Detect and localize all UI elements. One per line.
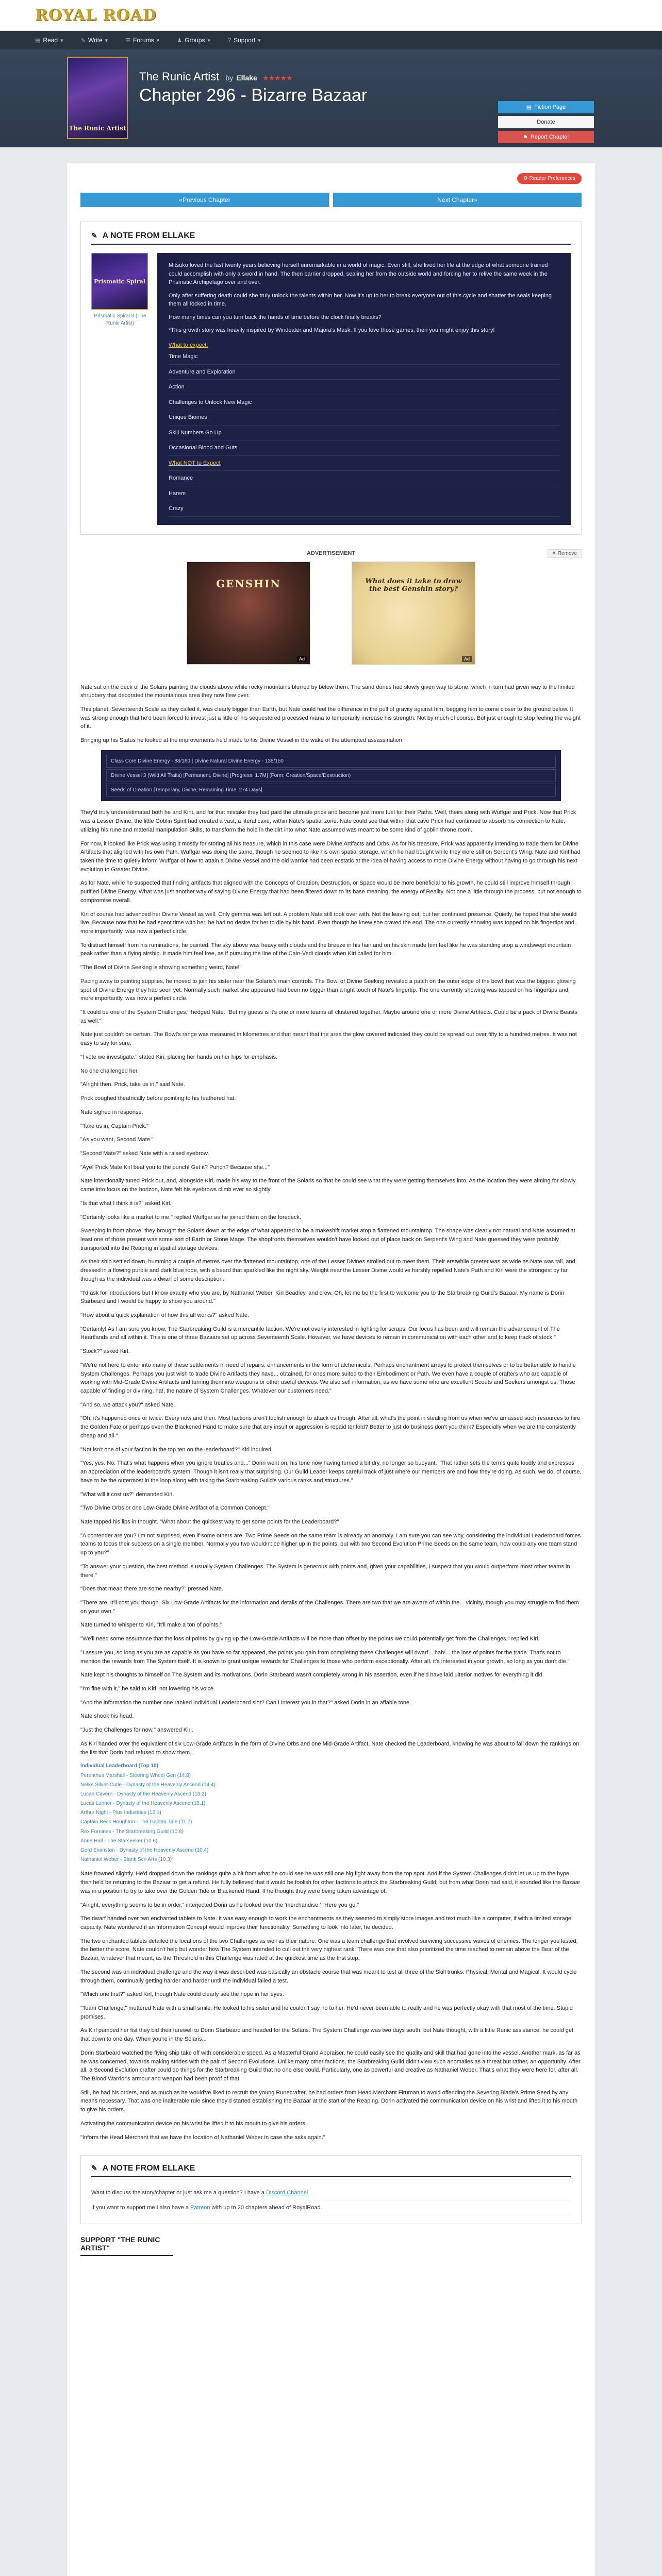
comments-icon: ☰ <box>125 37 131 44</box>
story-paragraph: To distract himself from his ruminations, he painted. The sky above was heavy with clouds and the breeze in his hair and on his skin made him feel like he was standing atop a windswept mountain peak rather than a flying airship. It made him feel free, as if pursuing the line of the Cain-Vedi clouds when Kiri called for him. <box>80 942 571 957</box>
flag-icon: ⚑ <box>522 134 528 141</box>
expect-item: Action <box>169 380 559 395</box>
leaderboard-entry: Perenthus Marshall - Steering Wheel Gen (14.8) <box>80 1772 191 1778</box>
note-paragraph: *This growth story was heavily inspired by Windeater and Majora's Mask. If you love those games, then you might enjoy this story! <box>169 327 495 333</box>
leaderboard-entry: Rex Fornines - The Starbreaking Guild (10.8) <box>80 1828 184 1835</box>
chevron-down-icon: ▾ <box>60 37 63 44</box>
content-block-b <box>80 808 582 1757</box>
expect-item: Romance <box>169 471 559 486</box>
content-block-c <box>80 1870 582 2142</box>
fiction-title-line <box>139 70 292 83</box>
leaderboard-heading: Individual Leaderboard (Top 10) <box>80 1763 158 1769</box>
leaderboard-entry: Anne Hall - The Starseeker (10.6) <box>80 1838 158 1844</box>
leaderboard-entry: Lucas Lunner - Dynasty of the Heavenly Ascend (13.1) <box>80 1801 206 1807</box>
note-paragraph: How many times can you turn back the hands of time before the clock finally breaks? <box>169 314 382 320</box>
story-paragraph: "Is that what I think it is?" asked Kirl. <box>80 1200 172 1207</box>
what-to-expect-label: What to expect: <box>169 342 208 348</box>
leaderboard-list <box>80 1762 582 1863</box>
expect-item: Occasional Blood and Guts <box>169 440 559 456</box>
story-paragraph: "Alright then. Prick, take us in," said Nate. <box>80 1081 185 1088</box>
fiction-page-label: Fiction Page <box>534 104 566 110</box>
story-paragraph: As for Nate, while he suspected that finding artifacts that aligned with the Concepts of Creation, Destruction, or Space would be more beneficial to his growth, he could still improve himself through purified Divine Energy. What was just another way of saying Divine Energy that had been filtered down to its base meaning, the energy of Reality. Not one a little through the process, but not enough to compromise overall. <box>80 880 582 904</box>
expect-item: Adventure and Exploration <box>169 365 559 380</box>
story-paragraph: "Two Divine Orbs or one Low-Grade Divine Artifact of a Common Concept." <box>80 1505 270 1512</box>
nav-item-forums[interactable] <box>125 37 159 44</box>
report-label: Report Chapter <box>530 134 570 140</box>
author-note-title: A NOTE FROM ELLAKE <box>102 231 195 240</box>
chevron-down-icon: ▾ <box>258 37 261 44</box>
support-heading: SUPPORT "THE RUNIC ARTIST" <box>80 2235 173 2256</box>
main-nav <box>0 31 662 49</box>
next-chapter-label: Next Chapter <box>437 196 474 204</box>
story-paragraph: The second was an individual challenge and the way it was described was basically an obstacle course that was meant to test all three of the Skill trunks: Physical, Mental and Magical. It would cycle through them, continually getting harder and harder until the individual failed a test. <box>80 1969 577 1984</box>
story-paragraph: As Kirl handed over the equivalent of six Low-Grade Artifacts in the form of Divine Orbs and one Mid-Grade Artifact, Nate checked the Leaderboard, knowing he was about to fall down the rankings on the list that Dorin had refused to show them. <box>80 1740 580 1756</box>
users-icon: ♟ <box>177 37 183 44</box>
gear-icon: ⚙ <box>523 176 528 181</box>
donate-button[interactable] <box>498 116 594 128</box>
expect-item: Unique Biomes <box>169 410 559 426</box>
status-row: Seeds of Creation [Temporary, Divine, Remaining Time: 274 Days] <box>106 784 556 796</box>
author-name[interactable]: Ellake <box>236 74 257 82</box>
discord-line <box>91 2185 571 2200</box>
nav-item-read[interactable] <box>35 37 63 44</box>
story-paragraph: Nate shook his head. <box>80 1713 134 1720</box>
leaderboard-entry: Nathaniel Weber - Blank Scri Arts (10.3) <box>80 1857 172 1863</box>
fiction-cover[interactable] <box>67 57 128 139</box>
arrow-left-icon: « <box>179 196 183 204</box>
expect-item: Time Magic <box>169 349 559 365</box>
ad-images <box>80 562 582 665</box>
reader-preferences-label: Reader Preferences <box>529 176 575 181</box>
story-paragraph: "Oh, it's happened once or twice. Every now and then. Most factions aren't foolish enough to attack us though. After all, what's the point in stealing from us when we've amassed such resources to hire the Golden Fate or perhaps even the Blackened Hand to make sure that any insult or aggression is repaid tenfold? Better to just do business don't you think? Especially when we are the consistently cheap and all." <box>80 1415 581 1439</box>
nav-item-write[interactable] <box>81 37 108 44</box>
ad-tag: Ad <box>297 656 307 662</box>
discord-link[interactable]: Discord Channel <box>266 2190 308 2196</box>
story-paragraph: "Yes, yes. No. That's what happens when you ignore treaties and..." Dorin went on, his tone now having turned a bit dry, no longer so buoyant. "That rather sets the terms quite loudly and expresses an appreciation of the leaderboard's system. Though it isn't really that surprising. Our Guild Leader keeps careful track of just where our members are and how they're doing. As such, we do, of course, have to be the outermost in the loop along with taking the Starbreaking Guild's various ranks and structures." <box>80 1460 582 1484</box>
fiction-title[interactable]: The Runic Artist <box>139 70 220 83</box>
expect-item: Skill Numbers Go Up <box>169 426 559 441</box>
story-paragraph: The two enchanted tablets detailed the locations of the two Challenges as well as their nature. One was a team challenge that involved surviving successive waves of enemies. The longer you lasted, the better the score. Nate couldn't help but wonder how The System intended to cull out the very highest rank. There was one that also prioritized the time reached to remain above the Bear of the Bazaar, whatever that meant, as the Threshold in this Challenge was rated at the quickest time as the first step. <box>80 1938 578 1962</box>
story-paragraph: This planet, Seventeenth Scale as they called it, was clearly bigger than Earth, but Nate could feel the difference in the pull of gravity against him, begging him to come closer to the ground below. It was strong enough that he'd been forced to invest just a little of his sequestered processed mana to temporarily increase his strength. Not by much of course. But just enough to stop feeling the weight of it. <box>80 706 581 730</box>
nav-item-groups[interactable] <box>177 37 210 44</box>
chevron-down-icon: ▾ <box>105 37 108 44</box>
story-paragraph: Bringing up his Status he looked at the improvements he'd made to his Divine Vessel in the wake of the attempted assassination: <box>80 737 404 744</box>
chevron-down-icon: ▾ <box>156 37 160 44</box>
story-paragraph: Nate kept his thoughts to himself on The System and its motivations. Dorin Starbeard wasn't completely wrong in his assertion, even if he'd have laid ulterior motives for everything it did. <box>80 1672 544 1679</box>
nav-label: Write <box>88 37 103 44</box>
promo-cover-image[interactable]: Prismatic Spiral <box>91 253 148 310</box>
expect-item: Crazy <box>169 501 559 517</box>
story-paragraph: Nate tapped his lips in thought. "What about the quickest way to get some points for the Leaderboard?" <box>80 1518 339 1525</box>
nav-label: Forums <box>133 37 154 44</box>
expect-item: Harem <box>169 486 559 502</box>
story-paragraph: "Second Mate?" asked Nate with a raised eyebrow. <box>80 1150 209 1157</box>
story-paragraph: As their ship settled down, humming a couple of metres over the flattened mountaintop, one of the Lesser Divines strolled out to meet them. Their erstwhile greeter was as wide as Nate was tall, and dressed in a flowing purple and dark blue robe, with a beard that sparkled like the night sky. Weight near the Lesser Divine would've harshly repelled Nate's Path and Kirl were the strongest by far though as the individual was a dwarf of some description. <box>80 1259 575 1282</box>
top-bar <box>0 0 662 31</box>
advertisement-label: ADVERTISEMENT <box>306 550 356 556</box>
story-paragraph: Activating the communication device on his wrist he lifted it to his mouth to give his orders. <box>80 2120 307 2127</box>
story-paragraph: "I'm fine with it," he said to Kirl, not lowering his voice. <box>80 1686 216 1692</box>
story-paragraph: "Which one first?" asked Kirl, though Nate could clearly see the hope in her eyes. <box>80 1991 284 1998</box>
advertisement <box>80 550 582 665</box>
status-window <box>101 750 561 802</box>
story-paragraph: Nate intentionally tuned Prick out, and, alongside Kirl, made his way to the front of the Solaris so that he could see what they were getting themselves into. As the location they were aiming for slowly came into focus on the horizon, Nate felt his eyebrows climb ever so slightly. <box>80 1178 576 1193</box>
note-paragraph: Mitsuko loved the last twenty years believing herself unremarkable in a world of magic. Even still, she lived her life at the edge of what someone trained could accomplish with only a sword in hand. The then barrier dropped, sealing her from the outside world and forcing her to relive the same week in the Prismatic Archipelago over and over. <box>169 262 548 285</box>
story-paragraph: Nate frowned slightly. He'd dropped down the rankings quite a bit from what he could see he was still one big fight away from the top spot. And if the System Challenges didn't let us up to the hype, then he'd be returning to the Bazaar to get a refund. He fully believed that it would be foolish for other factions to attack the Starbreaking Guild, but from what Dorin had said, it sounded like the Bazaar was in a position to try to take over the Golden Tide or Blackened Hand. If he thought they were being taken advantage of. <box>80 1871 581 1894</box>
author-note-body <box>91 253 571 525</box>
next-chapter-button[interactable] <box>333 193 582 207</box>
book-icon: ▤ <box>526 104 532 111</box>
story-paragraph: "What will it cost us?" demanded Kirl. <box>80 1491 174 1498</box>
story-paragraph: "Alright, everything seems to be in order," interjected Dorin as he looked over the 'merchandise.' "Here you go." <box>80 1902 359 1908</box>
story-paragraph: Pacing away to painting supplies, he moved to join his sister near the Solaris's main controls. The Bowl of Divine Seeking revealed a patch on the outer edge of the bowl that was the biggest glowing spot of Divine Energy they had seen yet. Normally such market she appeared had been no bigger than a light touch of Nate's fingertip. The one currently showing was topped on his fingertips and, more importantly, was now a perfect circle. <box>80 978 576 1002</box>
discord-text: Want to discuss the story/chapter or just ask me a question? I have a <box>91 2190 266 2196</box>
patreon-line <box>91 2200 571 2215</box>
story-paragraph: "How about a quick explanation of how this all works?" asked Nate. <box>80 1312 249 1318</box>
story-paragraph: "The Bowl of Divine Seeking is showing something weird, Nate!" <box>80 964 242 971</box>
patreon-link[interactable]: Patreon <box>190 2205 210 2211</box>
story-paragraph: "We'll need some assurance that the loss of points by giving up the Low-Grade Artifacts will be more than offset by the points we could potentially get from the Challenges," replied Kirl. <box>80 1636 540 1642</box>
story-paragraph: Prick coughed theatrically before pointing to his feathered hat. <box>80 1095 236 1102</box>
pencil-icon: ✎ <box>80 37 86 44</box>
story-paragraph: Dorin Starbeard watched the flying ship take off with considerable speed. As a Masterful Grand Appraiser, he could easily see the quality and skill that had gone into the vessel. Another mark, as far as he was concerned, towards making strides with the pair of Second Evolutions. Unlike many other factions, the Starbreaking Guild didn't view such anomalies as a threat but rather, an opportunity. After all, a Second Evolution crafter could do things for the Starbreaking Guild that no one else could. Particularly, one as powerful and creative as Nathaniel Weber. That's what they were here for, after all. The Blood Warrior's armour and weapon had been proof of that. <box>80 2049 581 2082</box>
status-row: Divine Vessel 3 (Wild All Traits) [Permanent, Divine] [Progress: 1.7M] (Form: Creation/Space/Destruction) <box>106 769 556 782</box>
reader-preferences-button[interactable] <box>517 173 582 184</box>
expect-item: Challenges to Unlock New Magic <box>169 395 559 411</box>
question-icon: ? <box>228 37 231 43</box>
patreon-suffix: with up to 20 chapters ahead of RoyalRoad. <box>211 2205 322 2211</box>
story-paragraph: "It could be one of the System Challenges," hedged Nate. "But my guess is it's one or more teams all clustered together. Maybe around one or more Divine Artifacts. Could be a pack of Divine Beasts as well." <box>80 1009 577 1024</box>
chapter-header <box>0 49 662 147</box>
nav-label: Read <box>43 37 58 44</box>
story-paragraph: "As you want, Second Mate." <box>80 1137 154 1143</box>
story-paragraph: They'd truly underestimated both he and Kirit, and for that mistake they had paid the ultimate price and become just more fuel for their Paths. Well, theirs along with Wuffgar and Prick. Now that Prick was a Lesser Divine, the little Goblin Spirit had created a vast, a literal cave, within Nate's spatial zone. Nate could see that within that cave Prick had continued to absorb his connection to Nate, utilizing his rune and material manipulation Skills, to transform the hole in the dirt into what Nate assumed was meant to be some kind of goblin throne room. <box>80 809 576 833</box>
chapter-container <box>67 163 595 2576</box>
story-paragraph: "And so, we attack you?" asked Nate. <box>80 1401 175 1408</box>
story-paragraph: "Certainly looks like a market to me," replied Wuffgar as he joined them on the foredeck. <box>80 1214 302 1221</box>
arrow-right-icon: » <box>474 196 477 204</box>
bottom-author-note <box>80 2155 582 2224</box>
leaderboard-entry: Arthur Night - Plus Industries (12.1) <box>80 1810 161 1816</box>
story-paragraph: "We're not here to enter into many of these settlements in need of repairs, enhancements in the form of alchemicals. Perhaps enchantment arrays to protect themselves or to be better able to handle System Challenges. Perhaps you just wish to trade Divine Artifacts they have... obtained, for ones more suited to their Embodiment or Path. We even have a couple of crafters who are capable of working with Mid-Grade Divine Artifacts and turning them into weapons or other useful devices. We also sell information, as we have some who are excellent Scouts and Seekers amongst us. Those capable of finding or divining, ha!, the nature of System Challenges. Whatever our customers need." <box>80 1362 576 1395</box>
ad-right-text: What does it take to draw the best Genshin story? <box>365 577 462 593</box>
donate-label: Donate <box>537 119 555 125</box>
story-paragraph: No one challenged her. <box>80 1067 139 1074</box>
previous-chapter-label: Previous Chapter <box>182 196 230 204</box>
story-paragraph: Nate sighed in response. <box>80 1109 143 1115</box>
header-actions <box>498 101 594 143</box>
story-paragraph: "Aye! Prick Mate Kirl beat you to the punch! Get it? Punch? Because she..." <box>80 1164 270 1171</box>
book-icon: ▤ <box>35 37 41 44</box>
status-row: Class Core Divine Energy - 88/160 | Divine Natural Divine Energy - 138/150 <box>106 755 556 768</box>
speech-bubble-icon: ✎ <box>91 231 97 240</box>
ad-left-text: GENSHIN <box>216 577 281 590</box>
close-icon: ✕ <box>552 550 558 556</box>
report-chapter-button[interactable] <box>498 131 594 143</box>
author-note-heading <box>91 231 571 245</box>
story-paragraph: Nate turned to whisper to Kirl, "It'll make a ton of points." <box>80 1622 222 1629</box>
chapter-title: Chapter 296 - Bizarre Bazaar <box>139 86 368 105</box>
expect-list <box>169 349 559 517</box>
chapter-content <box>80 683 582 2142</box>
story-paragraph: "I vote we investigate," stated Kiri, placing her hands on her hips for emphasis. <box>80 1054 278 1060</box>
bottom-note-title: A NOTE FROM ELLAKE <box>102 2164 195 2173</box>
story-paragraph: Still, he had his orders, and as much as he would've liked to recruit the young Runecrafter, he had orders from Head Merchant Firuman to avoid offending the Severing Blade's Prime Seed by any means necessary. That was one inalterable rule since they'd started establishing the Bazaar at the start of the Reaping. Dorin activated the communication device on his wrist and lifted it to his mouth to give his orders. <box>80 2089 578 2113</box>
chapter-nav-top <box>80 193 582 207</box>
story-paragraph: "There are. It'll cost you though. Six Low-Grade Artifacts for the information and details of the Challenges. There are two that we are aware of within the... vicinity, though you may struggle to find them on your own." <box>80 1599 579 1615</box>
story-paragraph: "Team Challenge," muttered Nate with a small smile. He looked to his sister and he couldn't say no to her. He'd never been able to really and he was perfectly okay with that most of the time. Stupid promises. <box>80 2005 573 2020</box>
leaderboard-entry: Lucan Cavern - Dynasty of the Heavenly Ascend (13.2) <box>80 1791 207 1797</box>
story-paragraph: "A contender are you? I'm not surprised, even if some others are. Two Prime Seeds on the same team is already an anomaly. I am sure you can see why, considering the individual Leaderboard forces teams to focus their success on a single member. Normally you two wouldn't be higher up in the points, but with two Second Evolution Prime Seeds on the same team, how could any one team stand up to you?" <box>80 1532 581 1556</box>
story-paragraph: Nate sat on the deck of the Solaris painting the clouds above while rocky mountains blurred by below them. The sand dunes had slowly given way to stone, which in turn had given way to the limited shrubbery that decorated the mountainous area they now flew over. <box>80 684 575 699</box>
story-paragraph: "Inform the Head Merchant that we have the location of Nathaniel Weber in case she asks again." <box>80 2134 325 2141</box>
nav-label: Groups <box>185 37 205 44</box>
fiction-page-button[interactable] <box>498 101 594 113</box>
ad-banner-right[interactable] <box>352 562 475 665</box>
by-label: by <box>225 74 234 82</box>
ad-banner-left[interactable] <box>187 562 310 665</box>
remove-ad-button[interactable] <box>548 549 582 558</box>
story-paragraph: "To answer your question, the best method is usually System Challenges. The System is generous with points and, given your capabilities, I suspect that you would outperform most other teams in there." <box>80 1563 570 1579</box>
story-paragraph: Sweeping in from above, they brought the Solaris down at the edge of what appeared to be a makeshift market atop a flattened mountaintop. The shape was clearly not natural and Nate assumed at least one of those present was some sort of Earth or Stone Mage. The shopfronts themselves wouldn't have looked out of place back on Serpent's Wing and Nate guessed they were probably transported into the Reaping in spatial storage devices. <box>80 1228 575 1251</box>
chevron-down-icon: ▾ <box>207 37 210 44</box>
speech-bubble-icon: ✎ <box>91 2164 97 2173</box>
story-paragraph: For now, it looked like Prick was using it mostly for storing all his treasure, which in this case were Divine Artifacts and Orbs. As for his treasure, Prick was apparently intending to trade them for Divine Artifacts that aligned with his own Path. Wuffgar was doing the same, though he seemed to like his own spatial storage, which he had bought while they were still on Serpent's Wing. Nate and Kirit had taken the time to quietly inform Wuffgar of how to attain a Divine Vessel and the old warrior had been ecstatic at the idea of having access to more Divine Energy without having to go through his next evolution to Greater Divine. <box>80 840 581 873</box>
author-note <box>80 222 582 535</box>
expect-item: What NOT to Expect <box>169 456 559 471</box>
rating-stars: ★★★★★ <box>262 74 292 82</box>
cover-title: The Runic Artist <box>69 124 126 132</box>
nav-label: Support <box>234 37 256 44</box>
site-logo[interactable]: ROYAL ROAD <box>35 6 157 24</box>
story-paragraph: "And the information the number one ranked individual Leaderboard slot? Can I interest you in that?" asked Dorin in an affable tone. <box>80 1699 411 1706</box>
leaderboard-entry: Gerd Evanston - Dynasty of the Heavenly Ascend (10.4) <box>80 1848 209 1853</box>
story-paragraph: "Does that mean there are some nearby?" pressed Nate. <box>80 1586 223 1592</box>
story-paragraph: As Kirl pumped her fist they bid their farewell to Dorin Starbeard and headed for the Solaris. The System Challenge was two days south, but Nate thought, with a little Runic assistance, he could get that down to one day. When you're in the Solaris... <box>80 2027 574 2043</box>
note-paragraph: Only after suffering death could she truly unlock the talents within her. Now it's up to her to break everyone out of this cycle and shatter the seals keeping them all locked in time. <box>169 292 552 307</box>
remove-ad-label: Remove <box>557 550 577 556</box>
author-note-promo[interactable] <box>91 253 149 525</box>
story-paragraph: "Take us in, Captain Prick." <box>80 1123 148 1129</box>
previous-chapter-button[interactable] <box>80 193 329 207</box>
story-paragraph: "I assure you, so long as you are as capable as you have so far appeared, the points you gain from completing these Challenges will dwarf... hah!... the loss of points for the trade. That's not to mention the rewards from The System itself. It is known to grant unique rewards for Challenges to those who perform exceptionally. After all, it's interested in your growth, so long as you don't die." <box>80 1649 570 1665</box>
patreon-text: If you want to support me I also have a <box>91 2205 190 2211</box>
story-paragraph: "I'd ask for introductions but I know exactly who you are, by Nathaniel Weber, Kirl Beadley, and crew. Oh, let me be the first to welcome you to the Starbreaking Guild's Bazaar. My name is Dorin Starbeard and I would be happy to show you around." <box>80 1290 565 1305</box>
story-paragraph: Kiri of course had advanced her Divine Vessel as well. Only gemma was left out. A problem Nate still took over with. Not the leaving out, but her continued presence. Quietly, he hoped that she would live. Because now that he had spent time with her, he had no desire for her to die by his hand. Even though he knew she craved the end. The one currently showing was topped on his fingertips and, more importantly, was now a perfect circle. <box>80 911 577 935</box>
story-paragraph: "Stock?" asked Kirl. <box>80 1348 130 1355</box>
leaderboard-entry: Captain Beck Houghton - The Golden Tide (11.7) <box>80 1819 192 1825</box>
story-paragraph: Nate just couldn't be certain. The Bowl's range was measured in kilometres and that meant that the area the glow covered indicated they could be spread out over fifty to a hundred metres. It was not easy to say for sure. <box>80 1031 577 1047</box>
author-note-text <box>157 253 571 525</box>
promo-caption[interactable]: Prismatic Spiral 3 (The Runic Artist) <box>94 313 146 326</box>
content-block-a <box>80 683 582 745</box>
story-paragraph: The dwarf handed over two enchanted tablets to Nate. It was easy enough to work the enchantments as they seemed to simply store images and text much like a computer, if with a limited storage capacity. Nate wondered if an Information Concept would improve their functionality. Something to look into later, he decided. <box>80 1916 572 1930</box>
story-paragraph: "Just the Challenges for now," answered Kirl. <box>80 1727 193 1734</box>
bottom-note-heading <box>91 2164 571 2177</box>
story-paragraph: "Certainly! As I am sure you know, The Starbreaking Guild is a mercantile faction. We're not overly interested in fighting for scraps. Our focus has been and will remain the advancement of The Heartlands and all within it. This is one of three Bazaars set up across Seventeenth Scale. However, we have devices to remain in communication with each other and to keep track of stock." <box>80 1326 560 1341</box>
ad-tag: Ad <box>462 656 472 662</box>
nav-item-support[interactable] <box>228 37 261 44</box>
leaderboard-entry: Nelke Silver-Cutie - Dynasty of the Heavenly Ascend (14.4) <box>80 1782 216 1788</box>
story-paragraph: "Not isn't one of your faction in the top ten on the leaderboard?" Kirl inquired. <box>80 1446 273 1453</box>
